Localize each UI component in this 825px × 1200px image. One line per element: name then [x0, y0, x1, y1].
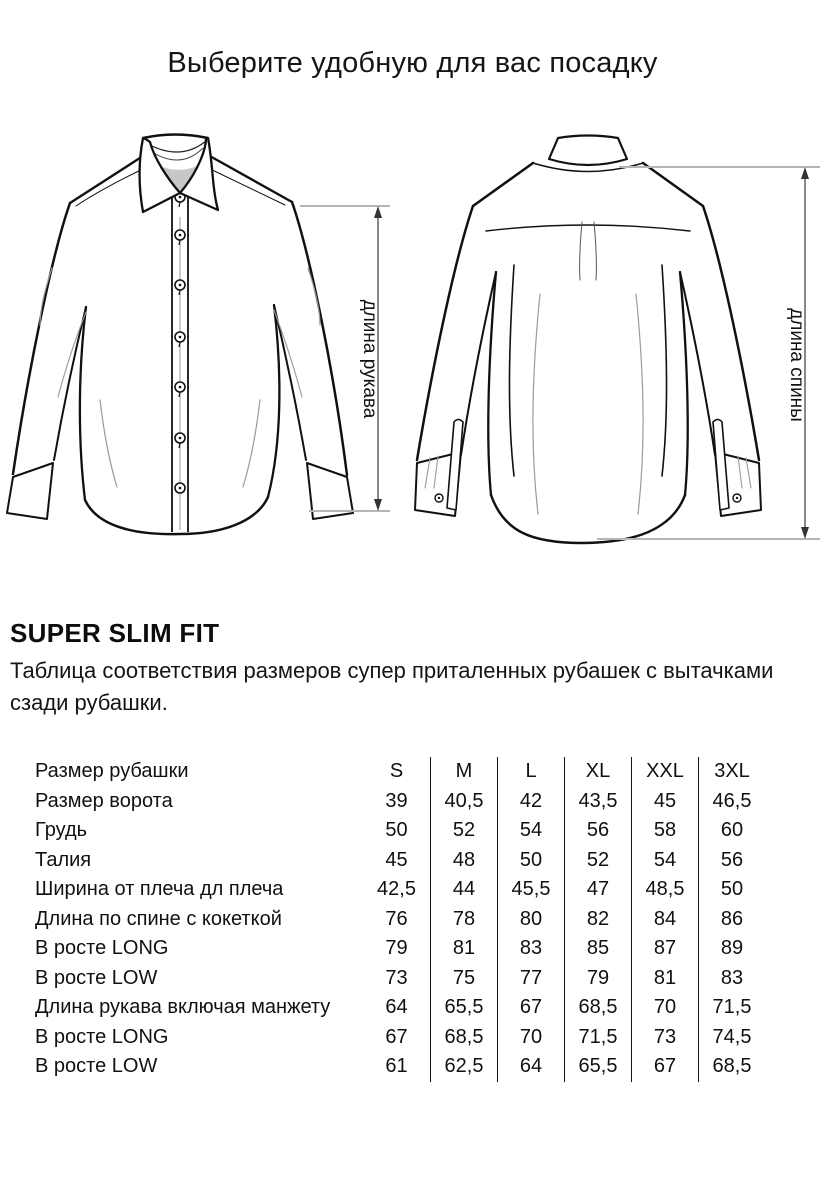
size-value-cell: 43,5: [564, 787, 631, 817]
size-table-row-label: Длина рукава включая манжету: [35, 996, 331, 1018]
fit-heading: SUPER SLIM FIT: [10, 618, 220, 648]
size-column-header: XL: [564, 757, 631, 787]
size-value-cell: 52: [430, 816, 497, 846]
size-value-cell: 71,5: [698, 993, 765, 1023]
size-value-cell: 67: [631, 1052, 698, 1082]
cuff-buttons: [435, 494, 741, 502]
fit-description-line1: Таблица соответствия размеров супер приталенных рубашек с вытачками: [10, 658, 774, 683]
size-value-cell: 48: [430, 846, 497, 876]
size-table-row-label: В росте LONG: [35, 1025, 169, 1048]
size-value-cell: 84: [631, 905, 698, 935]
size-value-cell: 67: [497, 993, 564, 1023]
arrow-down-icon: [374, 499, 382, 511]
back-yoke: [473, 163, 703, 280]
back-sleeves: [415, 206, 761, 516]
arrow-up-icon: [374, 206, 382, 218]
shirt-front-diagram: [4, 122, 408, 597]
sleeve-length-label: длина рукава: [359, 299, 380, 419]
size-value-cell: 71,5: [564, 1023, 631, 1053]
size-value-cell: 62,5: [430, 1052, 497, 1082]
size-value-cell: 45: [631, 787, 698, 817]
arrow-down-icon: [801, 527, 809, 539]
size-table-row-label: Грудь: [35, 819, 88, 841]
size-table-row-label: Размер ворота: [35, 789, 173, 812]
size-value-cell: 86: [698, 905, 765, 935]
size-value-cell: 79: [385, 937, 408, 959]
size-value-cell: 73: [385, 966, 408, 989]
size-value-cell: 56: [698, 846, 765, 876]
size-value-cell: 89: [698, 934, 765, 964]
size-column-header: S: [389, 760, 404, 782]
size-value-cell: 81: [430, 934, 497, 964]
size-value-cell: 81: [631, 964, 698, 994]
size-value-cell: 74,5: [698, 1023, 765, 1053]
shirt-back-svg: [412, 122, 825, 592]
size-value-cell: 44: [430, 875, 497, 905]
size-column-header: L: [497, 757, 564, 787]
size-value-cell: 87: [631, 934, 698, 964]
size-table-row-label: Талия: [35, 848, 92, 871]
size-value-cell: 50: [698, 875, 765, 905]
size-value-cell: 70: [631, 993, 698, 1023]
size-table-row-label: В росте LOW: [35, 1055, 158, 1077]
size-table-row-label: Длина по спине с кокеткой: [35, 907, 282, 930]
size-column-header: 3XL: [698, 757, 765, 787]
shirt-back-diagram: [412, 122, 825, 597]
size-value-cell: 58: [631, 816, 698, 846]
size-value-cell: 68,5: [430, 1023, 497, 1053]
size-value-cell: 83: [497, 934, 564, 964]
size-value-cell: 78: [430, 905, 497, 935]
size-value-cell: 83: [698, 964, 765, 994]
front-placket: [172, 195, 188, 532]
size-value-cell: 85: [564, 934, 631, 964]
size-value-cell: 45: [385, 848, 408, 871]
back-body: [488, 265, 687, 543]
size-value-cell: 56: [564, 816, 631, 846]
size-value-cell: 68,5: [698, 1052, 765, 1082]
size-column-header: XXL: [631, 757, 698, 787]
size-value-cell: 76: [385, 907, 408, 930]
size-value-cell: 79: [564, 964, 631, 994]
back-length-label: длина спины: [786, 308, 807, 422]
size-value-cell: 54: [631, 846, 698, 876]
shirt-front-svg: [4, 122, 408, 592]
size-column-header: M: [430, 757, 497, 787]
size-value-cell: 47: [564, 875, 631, 905]
size-value-cell: 68,5: [564, 993, 631, 1023]
size-value-cell: 77: [497, 964, 564, 994]
size-value-cell: 48,5: [631, 875, 698, 905]
size-value-cell: 39: [385, 789, 408, 812]
fit-description-line2: сзади рубашки.: [10, 690, 168, 715]
size-value-cell: 46,5: [698, 787, 765, 817]
size-table: [35, 757, 765, 1082]
size-table-header-label: Размер рубашки: [35, 760, 189, 782]
size-value-cell: 50: [497, 846, 564, 876]
size-value-cell: 54: [497, 816, 564, 846]
size-value-cell: 52: [564, 846, 631, 876]
size-value-cell: 45,5: [497, 875, 564, 905]
fit-description: [10, 655, 773, 719]
size-value-cell: 75: [430, 964, 497, 994]
size-value-cell: 65,5: [564, 1052, 631, 1082]
size-value-cell: 40,5: [430, 787, 497, 817]
back-dart-left: [509, 265, 514, 476]
size-value-cell: 50: [385, 819, 408, 841]
size-value-cell: 65,5: [430, 993, 497, 1023]
size-value-cell: 42,5: [377, 878, 416, 900]
size-value-cell: 64: [497, 1052, 564, 1082]
size-table-row-label: Ширина от плеча дл плеча: [35, 878, 284, 900]
size-value-cell: 64: [385, 996, 408, 1018]
size-value-cell: 80: [497, 905, 564, 935]
page-title: Выберите удобную для вас посадку: [167, 47, 658, 79]
size-value-cell: 42: [497, 787, 564, 817]
size-table-row-label: В росте LOW: [35, 966, 158, 989]
size-value-cell: 70: [497, 1023, 564, 1053]
arrow-up-icon: [801, 167, 809, 179]
size-value-cell: 60: [698, 816, 765, 846]
size-value-cell: 61: [385, 1055, 408, 1077]
size-value-cell: 73: [631, 1023, 698, 1053]
back-dart-right: [662, 265, 667, 476]
size-value-cell: 82: [564, 905, 631, 935]
size-table-row-label: В росте LONG: [35, 937, 169, 959]
size-value-cell: 67: [385, 1025, 408, 1048]
